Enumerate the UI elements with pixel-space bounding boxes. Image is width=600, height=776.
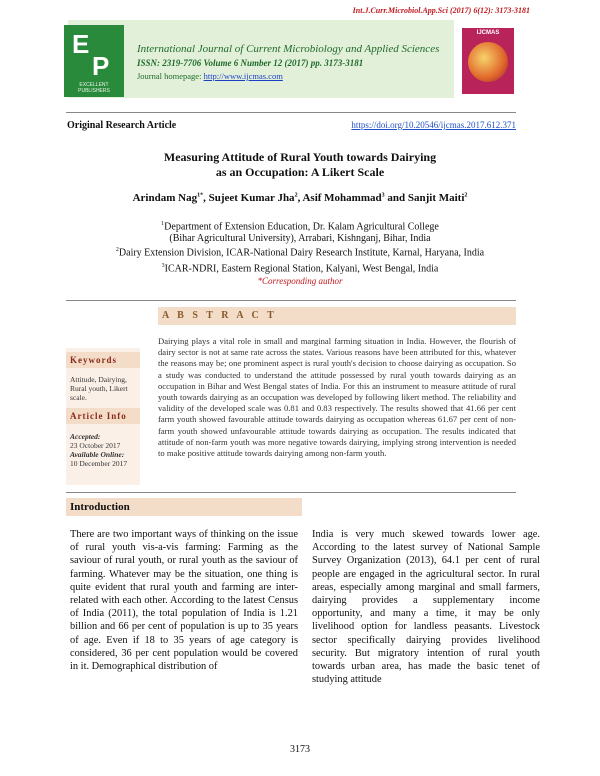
- title-line-2: as an Occupation: A Likert Scale: [215, 165, 385, 179]
- journal-citation: Int.J.Curr.Microbiol.App.Sci (2017) 6(12): 3173-3181: [352, 6, 530, 15]
- accepted-label: Accepted:: [70, 432, 101, 441]
- article-dates: [70, 432, 138, 468]
- affiliation-sup: 3: [161, 263, 165, 269]
- journal-homepage: [137, 71, 283, 81]
- journal-cover-image: [462, 28, 514, 94]
- abstract-label: A B S T R A C T: [162, 310, 277, 321]
- author-name: Asif Mohammad: [302, 192, 382, 204]
- accepted-date: 23 October 2017: [70, 441, 121, 450]
- article-sidebar: [66, 348, 140, 485]
- page-number: 3173: [290, 744, 310, 755]
- author-name: Sanjit Maiti: [407, 192, 465, 204]
- author-separator: ,: [203, 192, 209, 204]
- available-online-date: 10 December 2017: [70, 459, 128, 468]
- cover-artwork: [468, 42, 508, 82]
- cover-title: IJCMAS: [476, 30, 500, 36]
- affiliation-line: Dairy Extension Division, ICAR-National Dairy Research Institute, Karnal, Haryana, India: [118, 247, 485, 259]
- keywords-label: Keywords: [70, 355, 117, 365]
- body-column-right: India is very much skewed towards lower age. According to the latest survey of National Sample Survey Organization (2013), 64.1 per cent of rural people are engaged in the agricultural sector. In rural areas, especially among marginal and small farmers, dairying provides a supplementary income opportunity, and many a time, it may be only livelihood option for landless peasants. Livestock sector specifically dairying provides livelihood security. But migratory intention of rural youth towards urban area, has made the basic tenet of studying attitude: [312, 529, 540, 686]
- journal-title: International Journal of Current Microbiology and Applied Sciences: [137, 43, 440, 55]
- author-sup: 2: [464, 192, 468, 199]
- author-sup: 3: [381, 192, 385, 199]
- article-title: [0, 150, 600, 180]
- corresponding-author: *Corresponding author: [257, 276, 343, 286]
- article-info-label: Article Info: [70, 411, 127, 421]
- available-online-label: Available Online:: [70, 450, 125, 459]
- header-divider: [66, 112, 516, 113]
- affiliation-line: Department of Extension Education, Dr. Kalam Agricultural College: [164, 221, 439, 233]
- abstract-header: [158, 307, 516, 325]
- affiliation-sup: 1: [161, 221, 165, 227]
- keywords-header: [66, 352, 140, 368]
- article-type: Original Research Article: [67, 120, 177, 131]
- logo-letter-p: P: [92, 51, 110, 81]
- author-separator: and: [384, 192, 408, 204]
- publisher-logo: [64, 25, 124, 97]
- affiliation-3: [0, 260, 600, 275]
- affiliation-line: (Bihar Agricultural University), Arrabari, Kishnganj, Bihar, India: [169, 233, 431, 245]
- title-line-1: Measuring Attitude of Rural Youth towards Dairying: [163, 150, 437, 164]
- affiliation-sup: 2: [115, 247, 119, 253]
- affiliation-2: [0, 244, 600, 259]
- affiliation-1: [0, 218, 600, 245]
- abstract-bottom-divider: [66, 492, 516, 493]
- logo-letter-e: E: [72, 29, 90, 59]
- author-list: [0, 192, 600, 204]
- article-info-header: [66, 408, 140, 424]
- author-sup: 2: [294, 192, 298, 199]
- homepage-label: Journal homepage:: [137, 71, 204, 81]
- logo-text: EXCELLENT PUBLISHERS: [78, 82, 110, 94]
- body-column-left: There are two important ways of thinking on the issue of rural youth vis-a-vis farming: Farming as the saviour of rural youth, or rural youth as the saviour of farming. Whatever may be the situation, one thing is quite evident that rural youth and farming are inter-related with each other. According to the latest Census of India (2011), the total population of India is 1.21 billion and 66 per cent of population is up to 35 years of age. Even if 18 to 35 years of age category is considered, 36 per cent population would be covered in it. Demographical distribution of: [70, 529, 298, 673]
- homepage-link[interactable]: http://www.ijcmas.com: [203, 71, 283, 81]
- keywords-text: Attitude, Dairying, Rural youth, Likert scale.: [70, 375, 128, 402]
- abstract-text: Dairying plays a vital role in small and marginal farming situation in India. However, the flourish of dairy sector is not at same rate across the states. Various reasons have been attributed for this, whatever the reasons may be; one prominent aspect is rural youth's decision to choose dairying as occupation. So a study was conducted to understand the attitude possessed by rural youth towards dairying as an occupation in Bihar and West Bengal states of India. For this an instrument to measure attitude of rural youth towards dairying as an occupation was developed by following likert method. The reliability and validity of the developed scale was 0.81 and 0.83 respectively. The results showed that 41.66 per cent farm youth showed favourable attitude towards dairying as occupation whereas 61.67 per cent of non-farm youth showed unfavourable attitude towards dairying as occupation. The results indicated that attitude of non-farm youth was more negative towards dairying, implying strong intervention is needed to make positive attitude towards dairying among non-farm youth.: [158, 336, 516, 459]
- doi-link[interactable]: https://doi.org/10.20546/ijcmas.2017.612.371: [351, 120, 516, 130]
- author-name: Sujeet Kumar Jha: [208, 192, 295, 204]
- author-sup: 1*: [197, 192, 204, 199]
- issn-line: ISSN: 2319-7706 Volume 6 Number 12 (2017) pp. 3173-3181: [137, 58, 364, 68]
- abstract-top-divider: [66, 300, 516, 301]
- introduction-heading: Introduction: [70, 501, 130, 513]
- author-name: Arindam Nag: [132, 192, 198, 204]
- introduction-header: [66, 498, 302, 516]
- affiliation-line: ICAR-NDRI, Eastern Regional Station, Kalyani, West Bengal, India: [164, 263, 439, 275]
- author-separator: ,: [297, 192, 303, 204]
